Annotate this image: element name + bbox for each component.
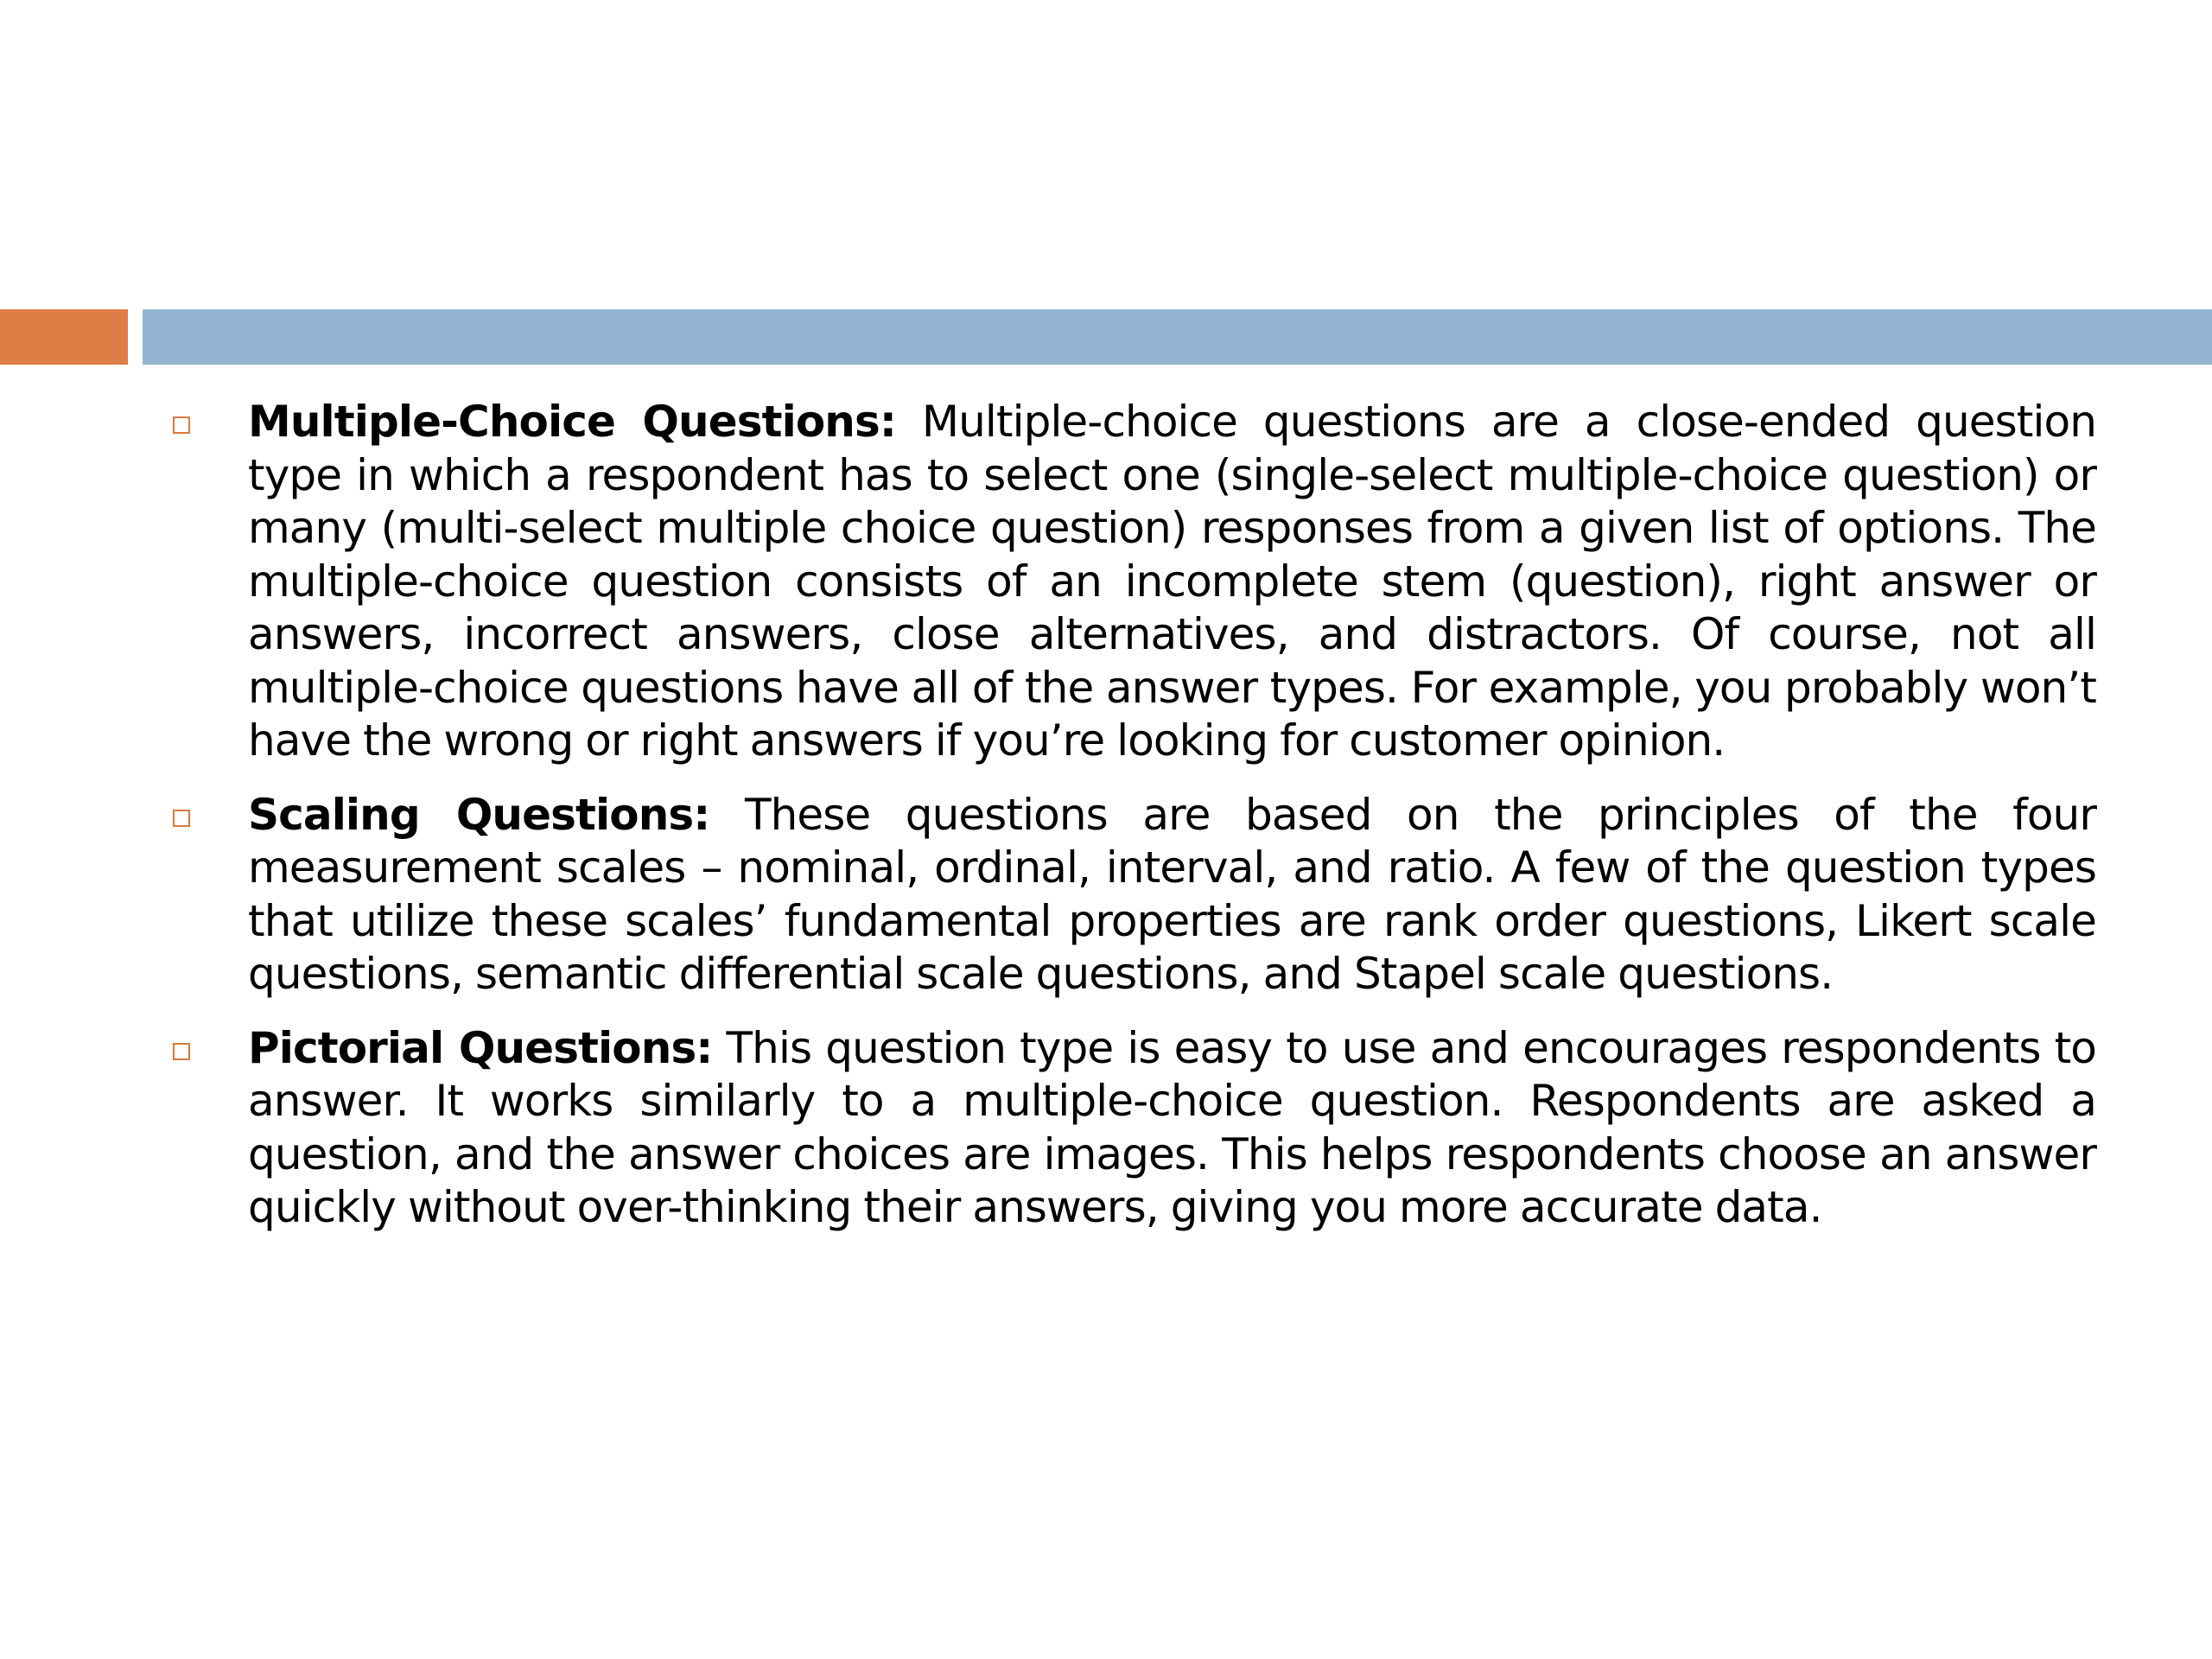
bullet-text — [248, 1022, 2096, 1235]
square-bullet-icon — [173, 416, 190, 434]
bullet-term: Multiple-Choice Questions: — [248, 397, 896, 447]
bullet-body: Multiple-choice questions are a close-ended question type in which a respondent has to select one (single-select multiple-choice question) or many (multi-select multiple choice question) responses from a given list of options. The multiple-choice question consists of an incomplete stem (question), right answer or answers, incorrect answers, close alternatives, and distractors. Of course, not all multiple-choice questions have all of the answer types. For example, you probably won’t have the wrong or right answers if you’re looking for customer opinion. — [248, 397, 2096, 766]
header-band-blue — [143, 309, 2212, 365]
header-accent-orange — [0, 309, 128, 365]
bullet-text — [248, 789, 2096, 1001]
square-bullet-icon — [173, 1043, 190, 1060]
square-bullet-icon — [173, 810, 190, 827]
bullet-body: This question type is easy to use and encourages respondents to answer. It works similarly to a multiple-choice question. Respondents are asked a question, and the answer choices are images. This helps respondents choose an answer quickly without over-thinking their answers, giving you more accurate data. — [248, 1022, 2096, 1232]
bullet-term: Pictorial Questions: — [248, 1022, 713, 1073]
list-item — [173, 396, 2096, 768]
bullet-term: Scaling Questions: — [248, 789, 710, 840]
bullet-text — [248, 396, 2096, 768]
bullet-body: These questions are based on the principles of the four measurement scales – nominal, ordinal, interval, and ratio. A few of the question types that utilize these scales’ fundamental properties are rank order questions, Likert scale questions, semantic differential scale questions, and Stapel scale questions. — [248, 789, 2096, 999]
list-item — [173, 1022, 2096, 1235]
list-item — [173, 789, 2096, 1001]
bullet-list — [173, 396, 2096, 1255]
